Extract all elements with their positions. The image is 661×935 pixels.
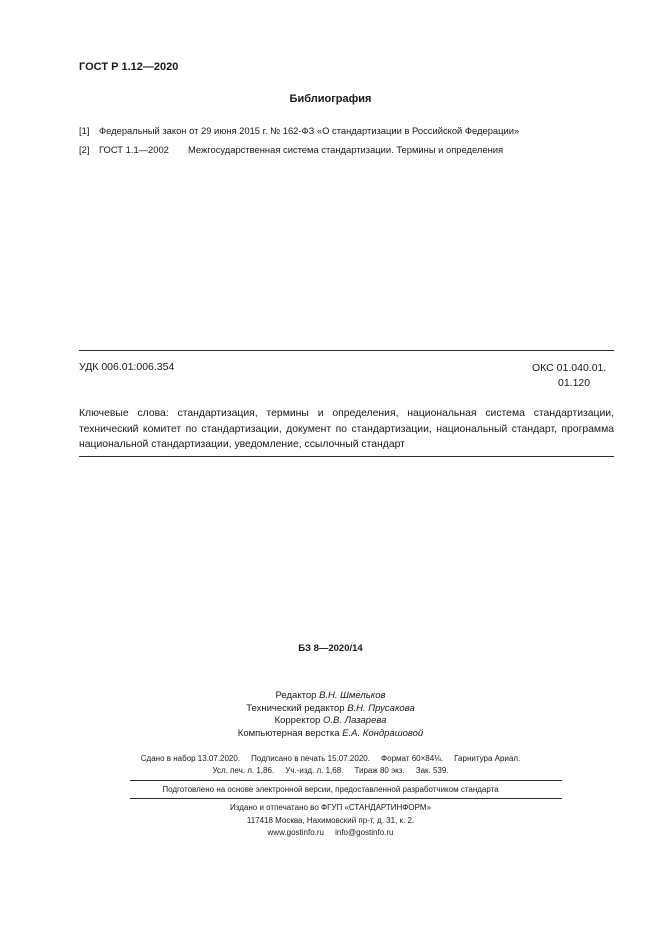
document-code: ГОСТ Р 1.12—2020 [79,61,179,73]
staff-role: Технический редактор [246,702,345,714]
staff-list [0,690,661,740]
oks-code [532,361,606,391]
staff-role: Редактор [275,690,317,701]
publisher: Издано и отпечатано во ФГУП «СТАНДАРТИНФОРМ» [230,803,431,812]
staff-name: В.Н. Шмельков [319,690,386,701]
staff-role: Корректор [274,715,321,726]
website-link[interactable]: www.gostinfo.ru [267,828,324,837]
bib-item-1-text: Федеральный закон от 29 июня 2015 г. № 162-ФЗ «О стандартизации в Российской Федерации» [99,125,520,136]
publisher-contacts [0,827,661,839]
imprint-line-2: Усл. печ. л. 1,86. Уч.-изд. л. 1,68. Тираж 80 экз. Зак. 539. [212,766,449,775]
oks-line-1: ОКС 01.040.01. [532,362,607,374]
staff-role: Компьютерная верстка [237,727,340,739]
bib-item-1-number: [1] [79,125,90,136]
bz-number: БЗ 8—2020/14 [298,643,363,654]
staff-name: В.Н. Прусакова [347,702,415,714]
bib-item-2-text: Межгосударственная система стандартизации. Термины и определения [188,144,504,155]
prepared-note: Подготовлено на основе электронной версии, предоставленной разработчиком стандарта [162,785,499,794]
staff-name: О.В. Лазарева [322,715,387,726]
imprint-line-1: Сдано в набор 13.07.2020. Подписано в печать 15.07.2020. Формат 60×84⅛. Гарнитура Ариал. [140,754,521,763]
staff-tech-editor [0,703,661,716]
staff-editor [0,690,661,703]
staff-layout [0,728,661,741]
bib-item-2-number: [2] [79,144,90,155]
divider-top [79,350,614,351]
keywords: Ключевые слова: стандартизация, термины и определения, национальная система стандартизации, технический комитет по стандартизации, документ по стандартизации, национальный стандарт, программа национальной стандартизации, уведомление, ссылочный стандарт [79,408,614,450]
email-link[interactable]: info@gostinfo.ru [335,828,394,837]
divider-imprint [130,780,562,781]
divider-publisher [130,798,562,799]
udk-code: УДК 006.01:006.354 [79,361,175,373]
bib-item-2-code: ГОСТ 1.1—2002 [99,144,169,155]
staff-corrector [0,715,661,728]
staff-name: Е.А. Кондрашовой [342,727,424,739]
oks-line-2: 01.120 [558,377,591,389]
publisher-address: 117418 Москва, Нахимовский пр-т, д. 31, к. 2. [246,816,415,825]
divider-keywords [79,456,614,457]
bibliography-title: Библиография [289,93,372,105]
